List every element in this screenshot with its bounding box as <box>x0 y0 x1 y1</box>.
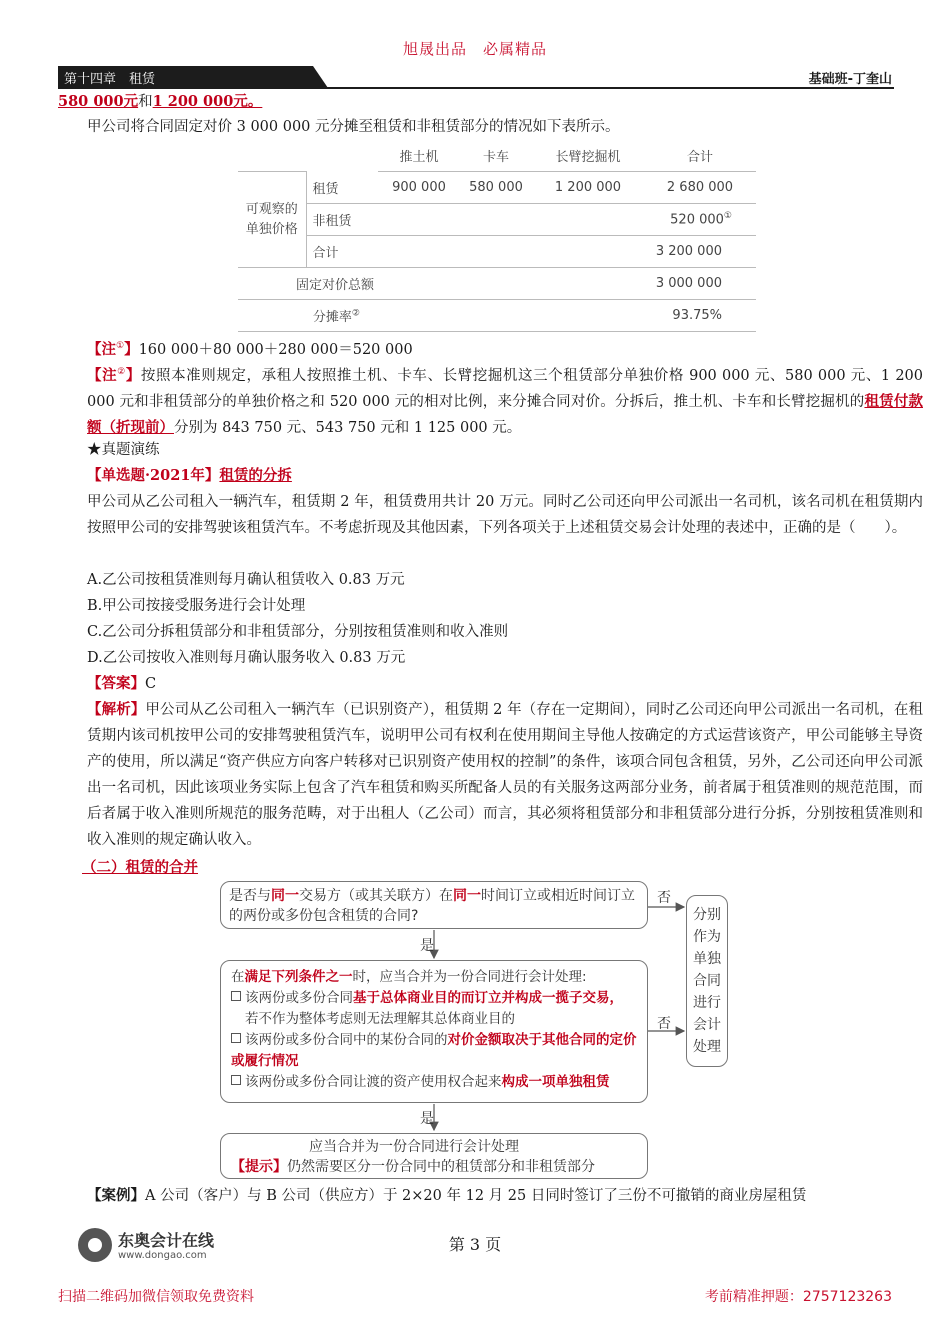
tip-text: 【提示】仍然需要区分一份合同中的租赁部分和非租赁部分 <box>231 1159 595 1175</box>
condition-3: 该两份或多份合同让渡的资产使用权合起来构成一项单独租赁 <box>231 1072 637 1093</box>
question-header: 【单选题·2021年】租赁的分拆 <box>87 467 292 484</box>
option-a: A.乙公司按租赁准则每月确认租赁收入 0.83 万元 <box>87 572 405 588</box>
option-d: D.乙公司按收入准则每月确认服务收入 0.83 万元 <box>87 650 406 666</box>
footer-left: 扫描二维码加微信领取免费资料 <box>58 1289 254 1305</box>
option-c: C.乙公司分拆租赁部分和非租赁部分，分别按租赁准则和收入准则 <box>87 624 509 640</box>
row-label-rate: 分摊率② <box>238 300 378 332</box>
answer: 【答案】C <box>87 675 157 692</box>
question-box: 是否与同一交易方（或其关联方）在同一时间订立或相近时间订立的两份或多份包含租赁的合同? <box>220 881 648 929</box>
header-excavator: 长臂挖掘机 <box>532 140 644 172</box>
conditions-box <box>220 960 648 1103</box>
amount-1: 580 000元 <box>58 93 139 110</box>
lease-excavator: 1 200 000 <box>532 172 644 204</box>
row-label-sum: 合计 <box>306 236 378 268</box>
header-total: 合计 <box>644 140 756 172</box>
result-text: 应当合并为一份合同进行会计处理 <box>309 1139 519 1155</box>
lease-bulldozer: 900 000 <box>378 172 460 204</box>
course-title: 基础班-丁奎山 <box>808 72 892 87</box>
logo-name: 东奥会计在线 <box>118 1231 215 1250</box>
analysis: 【解析】甲公司从乙公司租入一辆汽车（已识别资产），租赁期 2 年（存在一定期间），同时乙公司还向甲公司派出一名司机，在租赁期内该司机按甲公司的安排驾驶租赁汽车，说明甲公司有权利在使用期间主导他人按确定的方式运营该资产，甲公司能够主导资产的使用，所以满足“资产供应方向客户转移对已识别资产使用权的控制”的条件，该项合同包含租赁，另外，乙公司还向甲公司派出一名司机，因此该项业务实际上包含了汽车租赁和购买所配备人员的有关服务这两部分业务，前者属于租赁准则的规范范围，而后者属于收入准则所规范的服务范畴，对于出租人（乙公司）而言，其必须将租赁部分和非租赁部分进行分拆，分别按租赁准则和收入准则的规定确认收入。 <box>87 701 923 848</box>
condition-1: 该两份或多份合同基于总体商业目的而订立并构成一揽子交易， <box>231 988 637 1009</box>
footer-right: 考前精准押题：2757123263 <box>704 1289 892 1305</box>
header-truck: 卡车 <box>460 140 532 172</box>
amount-2: 1 200 000元。 <box>152 93 263 110</box>
lease-total: 2 680 000 <box>644 172 756 204</box>
header-bulldozer: 推土机 <box>378 140 460 172</box>
logo-url: www.dongao.com <box>118 1250 207 1261</box>
row-label-lease: 租赁 <box>306 172 378 204</box>
conditions-intro: 在满足下列条件之一时，应当合并为一份合同进行会计处理: <box>231 969 587 985</box>
result-box <box>220 1133 648 1179</box>
group-label: 可观察的 单独价格 <box>238 172 306 268</box>
question-topic: 租赁的分拆 <box>219 467 292 484</box>
page-number: 第 3 页 <box>448 1235 502 1254</box>
nonlease-total: 520 000① <box>378 204 756 236</box>
no-label-2: 否 <box>657 1016 671 1032</box>
note-1: 【注①】160 000＋80 000＋280 000＝520 000 <box>87 340 413 358</box>
condition-2: 该两份或多份合同中的某份合同的对价金额取决于其他合同的定价或履行情况 <box>231 1032 637 1069</box>
yes-label-2: 是 <box>420 1111 434 1127</box>
lease-payment-highlight: 租赁付款额（折现前） <box>87 392 923 436</box>
top-banner: 旭晟出品 必属精品 <box>402 40 547 58</box>
yes-label-1: 是 <box>420 938 434 954</box>
section-title: （二）租赁的合并 <box>82 859 198 876</box>
sum-total: 3 200 000 <box>378 236 756 268</box>
row-label-fixed: 固定对价总额 <box>238 268 378 300</box>
chapter-title: 第十四章 租赁 <box>64 72 156 87</box>
separate-contract-box: 分别 作为 单独 合同 进行 会计 处理 <box>686 895 728 1067</box>
case-line: 【案例】A 公司（客户）与 B 公司（供应方）于 2×20 年 12 月 25 日同时签订了三份不可撤销的商业房屋租赁 <box>87 1187 807 1204</box>
no-label-1: 否 <box>657 890 671 906</box>
and-text: 和 <box>138 94 153 110</box>
option-b: B.甲公司按接受服务进行会计处理 <box>87 598 306 614</box>
question-stem: 甲公司从乙公司租入一辆汽车，租赁期 2 年，租赁费用共计 20 万元。同时乙公司还向甲公司派出一名司机，该名司机在租赁期内按照甲公司的安排驾驶该租赁汽车。不考虑折现及其他因素，下列各项关于上述租赁交易会计处理的表述中，正确的是（ ）。 <box>87 494 923 536</box>
condition-1-cont: 若不作为整体考虑则无法理解其总体商业目的 <box>245 1011 515 1027</box>
fixed-total: 3 000 000 <box>378 268 756 300</box>
note-2: 【注②】按照本准则规定，承租人按照推土机、卡车、长臂挖掘机这三个租赁部分单独价格 900 000 元、580 000 元、1 200 000 元和非租赁部分的单独价格之和 520 000 元的相对比例，来分摊合同对价。分拆后，推土机、卡车和长臂挖掘机的租赁付款额（折现前）分别为 843 750 元、543 750 元和 1 125 000 元。 <box>87 366 924 436</box>
sentence-1: 甲公司将合同固定对价 3 000 000 元分摊至租赁和非租赁部分的情况如下表所示。 <box>87 119 620 135</box>
practice-title: ★真题演练 <box>87 442 160 458</box>
row-label-nonlease: 非租赁 <box>306 204 378 236</box>
lease-truck: 580 000 <box>460 172 532 204</box>
rate-value: 93.75% <box>378 300 756 332</box>
